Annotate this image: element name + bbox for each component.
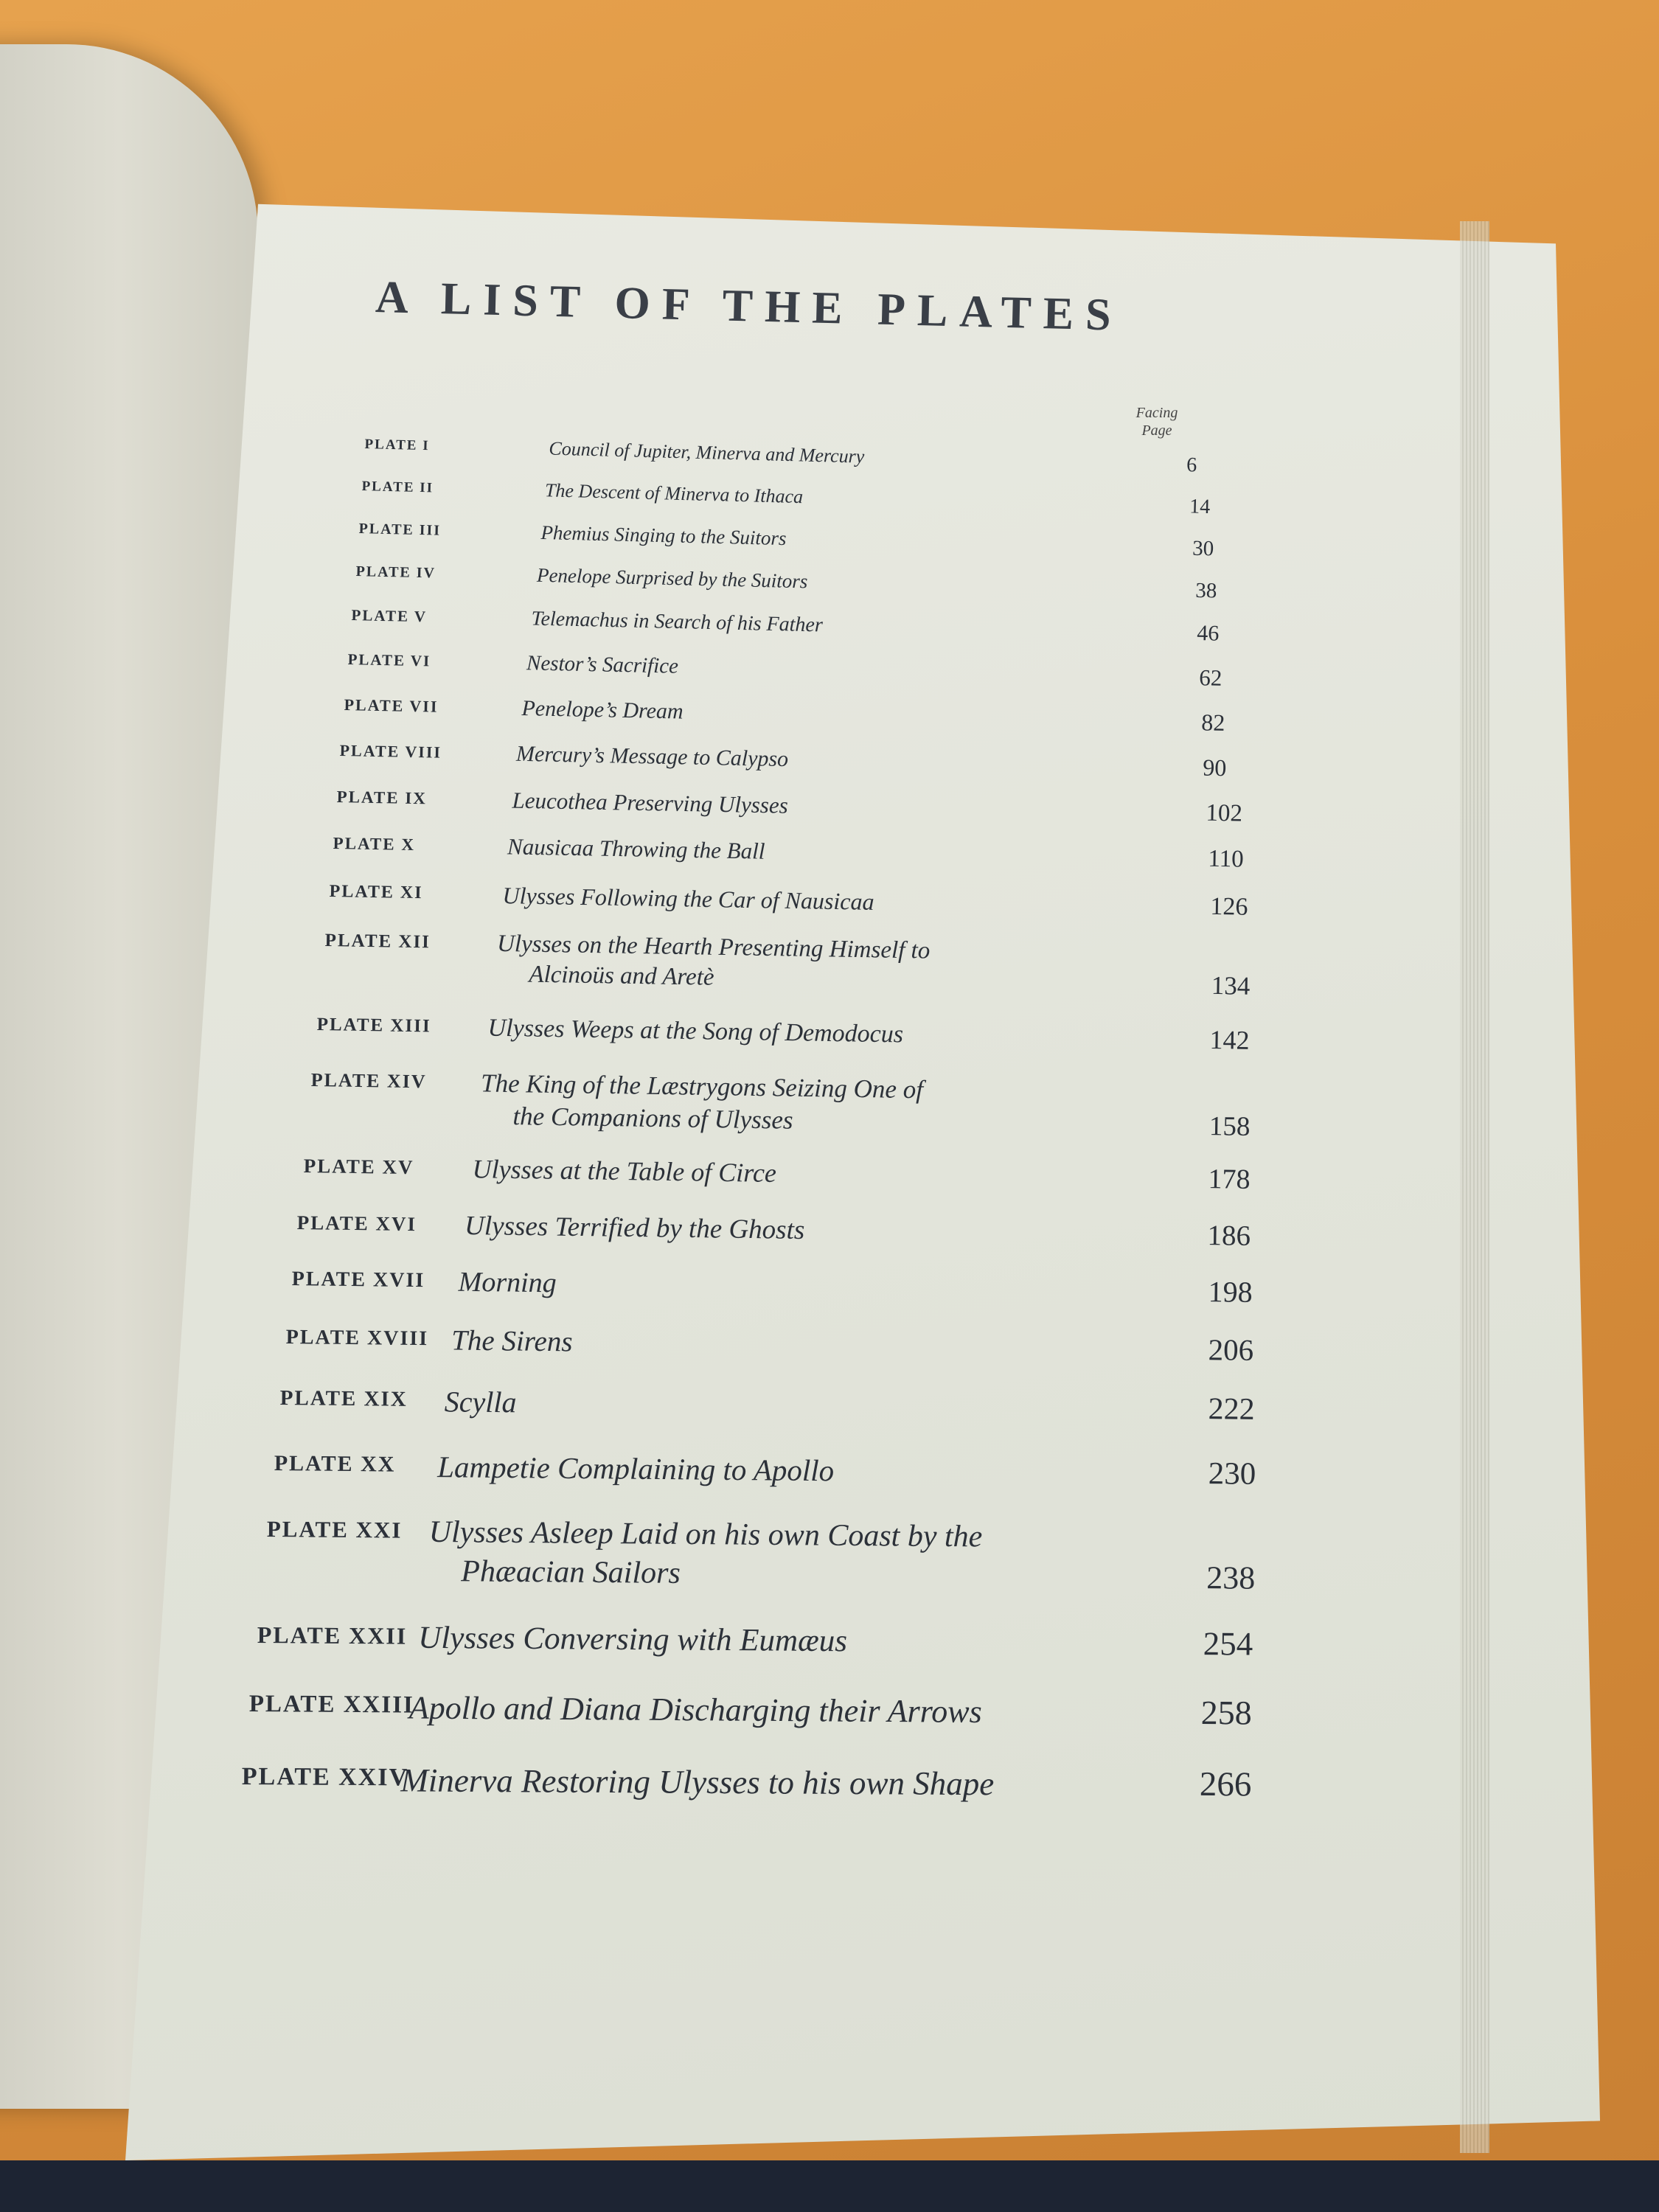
plate-number: PLATE XVII (291, 1267, 425, 1293)
facing-page-number: 266 (1199, 1764, 1252, 1804)
plate-title-line: Morning (458, 1266, 557, 1299)
plate-number: PLATE VI (347, 650, 431, 670)
plate-title (444, 1383, 516, 1421)
facing-page-number: 14 (1189, 495, 1211, 519)
plate-number: PLATE VIII (339, 740, 442, 762)
facing-page-number: 238 (1206, 1559, 1256, 1596)
plate-number: PLATE XVI (296, 1211, 417, 1236)
plate-title-line: The Descent of Minerva to Ithaca (544, 479, 804, 508)
facing-page-number: 38 (1194, 578, 1217, 603)
plate-number: PLATE XIV (310, 1068, 427, 1093)
plate-title-line: Nausicaa Throwing the Ball (507, 833, 765, 864)
plate-number: PLATE XXII (257, 1621, 408, 1649)
plate-title-line: Ulysses on the Hearth Presenting Himself to (496, 930, 931, 964)
facing-page-label: Facing Page (1135, 405, 1178, 439)
plate-number: PLATE XX (274, 1450, 396, 1477)
plate-number: PLATE III (358, 520, 442, 539)
plate-title (428, 1513, 982, 1596)
plate-title-continuation: the Companions of Ulysses (512, 1101, 793, 1135)
facing-page-number: 230 (1208, 1456, 1256, 1492)
plate-number: PLATE XIII (316, 1014, 431, 1037)
plate-title-line: Scylla (444, 1385, 517, 1419)
plate-title-line: The Sirens (451, 1324, 573, 1358)
facing-page-number: 158 (1208, 1110, 1251, 1142)
facing-page-number: 198 (1208, 1275, 1253, 1309)
plate-number: PLATE XII (324, 930, 431, 953)
facing-page-number: 126 (1210, 892, 1248, 921)
plate-title (521, 695, 684, 726)
plate-number: PLATE II (361, 478, 434, 496)
plate-title-line: The King of the Læstrygons Seizing One of (480, 1068, 924, 1105)
facing-page-number: 142 (1209, 1025, 1250, 1055)
plate-title-line: Ulysses Conversing with Eumæus (418, 1620, 848, 1659)
plate-number: PLATE XV (303, 1154, 414, 1179)
page-edges (1460, 221, 1489, 2153)
plate-title (418, 1618, 847, 1661)
facing-page-number: 222 (1208, 1392, 1255, 1427)
plate-title-line: Nestor’s Sacrifice (526, 651, 679, 678)
plate-title (496, 929, 930, 997)
plate-title-line: Ulysses Weeps at the Song of Demodocus (487, 1014, 904, 1048)
plate-title (437, 1448, 834, 1489)
plate-title (458, 1265, 557, 1301)
plate-title-line: Ulysses Terrified by the Ghosts (464, 1210, 805, 1246)
plate-title (480, 1067, 923, 1138)
plate-number: PLATE XI (329, 881, 423, 903)
plate-title-line: Ulysses Following the Car of Nausicaa (502, 882, 874, 915)
plate-title-line: Ulysses at the Table of Circe (472, 1154, 777, 1188)
plate-number: PLATE VII (344, 695, 439, 716)
plate-title-line: Council of Jupiter, Minerva and Mercury (549, 437, 865, 467)
plate-title (409, 1688, 982, 1732)
plate-number: PLATE XXIV (241, 1763, 409, 1792)
facing-page-number: 254 (1203, 1625, 1253, 1663)
plate-title (472, 1152, 776, 1190)
facing-page-number: 90 (1203, 754, 1227, 782)
plate-title (451, 1324, 573, 1361)
facing-page-number: 102 (1206, 799, 1243, 827)
plate-title (400, 1759, 994, 1804)
plate-title-line: Telemachus in Search of his Father (531, 607, 824, 637)
facing-page-number: 110 (1208, 845, 1245, 873)
facing-page-number: 46 (1196, 621, 1220, 646)
plate-title-line: Lampetie Complaining to Apollo (437, 1450, 835, 1488)
plate-number: PLATE I (364, 436, 430, 454)
plate-number: PLATE XIX (279, 1385, 408, 1411)
plate-title-line: Minerva Restoring Ulysses to his own Shape (400, 1761, 995, 1803)
plate-number: PLATE IX (336, 787, 428, 808)
page-title: A LIST OF THE PLATES (375, 271, 1124, 341)
plate-title-line: Phemius Singing to the Suitors (540, 521, 787, 550)
plate-title-line: Mercury’s Message to Calypso (515, 741, 789, 772)
plate-title (487, 1013, 903, 1051)
plate-number: PLATE XXIII (248, 1690, 414, 1719)
plate-number: PLATE XXI (266, 1515, 403, 1543)
facing-page-number: 30 (1192, 536, 1214, 561)
plate-title-line: Penelope Surprised by the Suitors (536, 563, 808, 593)
plate-title-line: Penelope’s Dream (521, 696, 684, 724)
plate-title (512, 787, 788, 821)
facing-page-number: 186 (1207, 1220, 1251, 1252)
plate-number: PLATE X (333, 833, 416, 855)
plate-title (465, 1209, 805, 1248)
plate-title-continuation: Alcinoüs and Aretè (529, 961, 714, 992)
plate-title-line: Apollo and Diana Discharging their Arrows (408, 1689, 982, 1730)
plate-title (526, 650, 679, 680)
plate-title (507, 832, 765, 866)
facing-page-number: 134 (1211, 971, 1251, 1001)
facing-page-number: 62 (1198, 664, 1222, 691)
plate-number: PLATE IV (355, 563, 437, 582)
facing-page-number: 258 (1200, 1694, 1252, 1732)
facing-page-number: 82 (1200, 709, 1225, 737)
plate-title-line: Leucothea Preserving Ulysses (512, 787, 789, 818)
facing-page-number: 206 (1208, 1332, 1254, 1367)
plate-number: PLATE XVIII (285, 1325, 429, 1351)
plate-title (516, 740, 789, 773)
plate-title-continuation: Phæacian Sailors (461, 1554, 681, 1590)
book-cover-edge (0, 2160, 1659, 2212)
facing-page-number: 6 (1186, 453, 1197, 477)
plate-number: PLATE V (351, 605, 428, 626)
facing-page-number: 178 (1208, 1164, 1251, 1195)
plate-title-line: Ulysses Asleep Laid on his own Coast by the (428, 1514, 983, 1554)
